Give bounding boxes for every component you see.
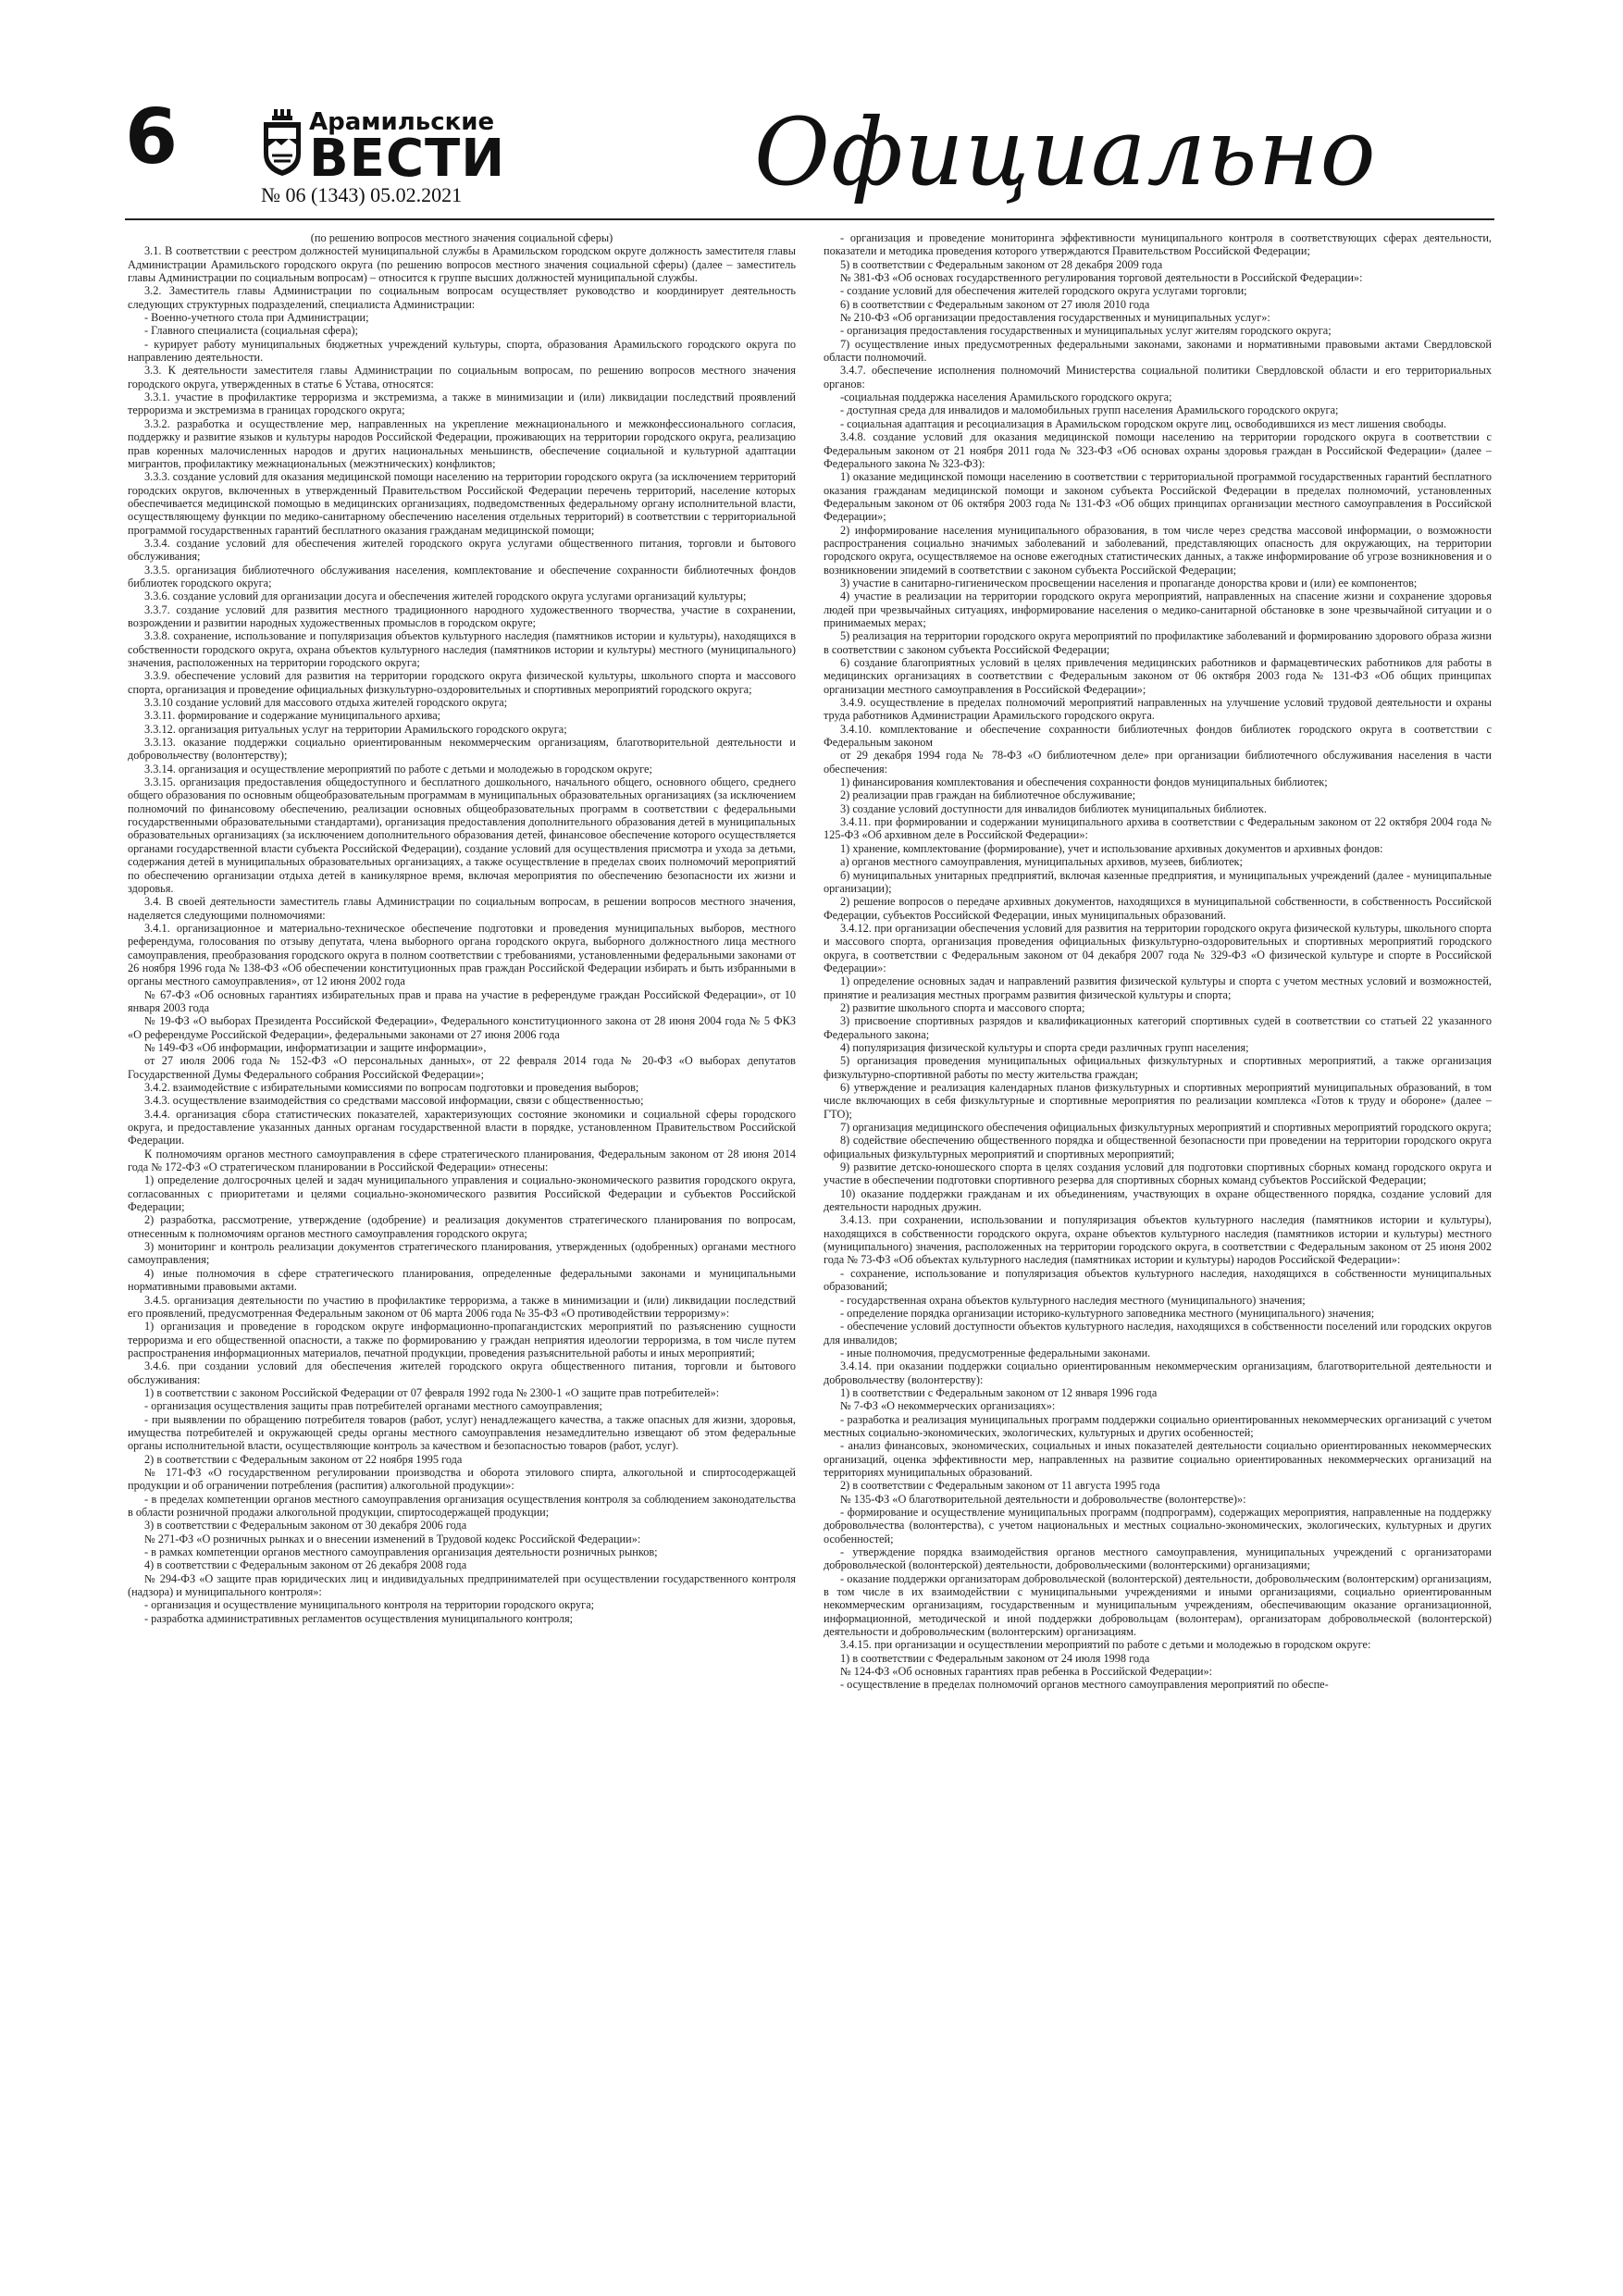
paragraph: - организация и осуществление муниципального контроля на территории городского округа; [144,1598,595,1612]
paragraph: - в рамках компетенции органов местного самоуправления организация деятельности розничных рынков; [144,1545,658,1559]
paragraph: 2) в соответствии с Федеральным законом от 22 ноября 1995 года [144,1452,463,1466]
paragraph: 7) осуществление иных предусмотренных федеральными законами, законами и нормативными правовыми актами Свердловской области полномочий. [824,337,1492,365]
paragraph: 3.3.10 создание условий для массового отдыха жителей городского округа; [144,696,508,710]
paragraph: 3.4.15. при организации и осуществлении мероприятий по работе с детьми и молодежью в городском округе: [840,1638,1371,1652]
paragraph: 3.3.14. организация и осуществление мероприятий по работе с детьми и молодежью в городском округе; [144,762,652,776]
page-header [0,0,1623,222]
paragraph: - утверждение порядка взаимодействия органов местного самоуправления, муниципальных учреждений с организаторами добровольческой (волонтерской) деятельности, добровольческими (волонтерскими) организациями; [824,1545,1492,1572]
paragraph: 1) определение основных задач и направлений развития физической культуры и спорта с учетом местных условий и возможностей, принятие и реализация местных программ развития физической культуры и спорта; [824,974,1492,1001]
paragraph: - сохранение, использование и популяризация объектов культурного наследия, находящихся в собственности муниципальных образований; [824,1266,1492,1294]
paragraph: 7) организация медицинского обеспечения официальных физкультурных мероприятий и спортивных мероприятий городского округа; [840,1121,1492,1135]
paragraph: 2) решение вопросов о передаче архивных документов, находящихся в муниципальной собственности, в собственность Российской Федерации, субъектов Российской Федерации, иных муниципальных образований. [824,895,1492,922]
brand-main-text: ВЕСТИ [309,129,506,189]
paragraph: 3.4.2. взаимодействие с избирательными комиссиями по вопросам подготовки и проведения выборов; [144,1081,639,1094]
paragraph: 5) в соответствии с Федеральным законом от 28 декабря 2009 года [840,257,1163,271]
paragraph: -социальная поддержка населения Арамильского городского округа; [840,391,1172,404]
paragraph: 4) участие в реализации на территории городского округа мероприятий, направленных на спасение жизни и сохранение здоровья людей при чрезвычайных ситуациях, информирование населения о медико-санитарной обстановке в зоне чрезвычайной ситуации и о принимаемых мерах; [824,590,1492,629]
paragraph: 3.3.6. создание условий для организации досуга и обеспечения жителей городского округа услугами организаций культуры; [144,590,747,603]
paragraph: № 149-ФЗ «Об информации, информатизации и защите информации», [144,1040,487,1054]
paragraph: 3.4.1. организационное и материально-техническое обеспечение подготовки и проведения муниципальных выборов, местного референдума, голосования по отзыву депутата, члена выборного органа городского округа, выборного должностного лица местного самоуправления, преобразования городского округа в полном соответствии с требованиями, установленными федеральными законами от 26 ноября 1996 года № 138-ФЗ «Об обеспечении конституционных прав граждан Российской Федерации избирать и быть избранными в органы местного самоуправления», от 12 июня 2002 года [128,921,796,988]
paragraph: 3.3.1. участие в профилактике терроризма и экстремизма, а также в минимизации и (или) ликвидации последствий проявлений терроризма и экстремизма в границах городского округа; [128,391,796,417]
paragraph: - государственная охрана объектов культурного наследия местного (муниципального) значения; [840,1293,1306,1307]
right-text-column [824,231,1492,2277]
paragraph: 3) участие в санитарно-гигиеническом просвещении населения и пропаганде донорства крови и (или) ее компонентов; [840,576,1418,590]
paragraph: 5) организация проведения муниципальных официальных физкультурных и спортивных мероприятий, а также организация физкультурно-спортивной работы по месту жительства граждан; [824,1054,1492,1081]
paragraph: 3.3.13. оказание поддержки социально ориентированным некоммерческим организациям, благотворительной деятельности и добровольчеству (волонтерству); [128,736,796,763]
paragraph: 3.3.2. разработка и осуществление мер, направленных на укрепление межнационального и межконфессионального согласия, поддержку и развитие языков и культуры народов Российской Федерации, проживающих на территории городского округа, реализацию прав коренных малочисленных народов и других национальных меньшинств, обеспечение социальной и культурной адаптации мигрантов, профилактику межнациональных (межэтнических) конфликтов; [128,416,796,470]
header-divider [125,218,1494,220]
paragraph: б) муниципальных унитарных предприятий, включая казенные предприятия, и муниципальных учреждений (далее - муниципальные организации); [824,868,1492,895]
paragraph: 3.1. В соответствии с реестром должностей муниципальной службы в Арамильском городском округе должность заместителя главы Администрации Арамильского городского округа (по решению вопросов местного значения социальной сферы) (далее – заместитель главы Администрации по социальным вопросам) – относится к группе высших должностей муниципальной службы. [128,244,796,285]
paragraph: № 381-ФЗ «Об основах государственного регулирования торговой деятельности в Российской Федерации»: [840,271,1363,285]
paragraph: К полномочиям органов местного самоуправления в сфере стратегического планирования, Федеральным законом от 28 июня 2014 года № 172-ФЗ «О стратегическом планировании в Российской Федерации» отнесены: [128,1147,796,1174]
paragraph: 3.4.8. создание условий для оказания медицинской помощи населению на территории городского округа в соответствии с Федеральным законом от 21 ноября 2011 года № 323-ФЗ «Об основах охраны здоровья граждан в Российской Федерации» (далее – Федерального закона № 323-ФЗ): [824,430,1492,470]
paragraph: 3.4.11. при формировании и содержании муниципального архива в соответствии с Федеральным законом от 22 октября 2004 года № 125-ФЗ «Об архивном деле в Российской Федерации»: [824,815,1492,842]
paragraph: - доступная среда для инвалидов и маломобильных групп населения Арамильского городского округа; [840,403,1339,417]
paragraph: - оказание поддержки организаторам добровольческой (волонтерской) деятельности, добровольческим (волонтерским) организациям, в том числе в их взаимодействии с муниципальными учреждениями и иными организациями, социально ориентированным некоммерческим организациям, государственным и муниципальным учреждениям, обеспечивающим оказание организационной, информационной, методической и иной поддержки добровольцам (волонтерам), организаторам добровольческой (волонтерской) деятельности и добровольческим (волонтерским) организациям. [824,1571,1492,1639]
paragraph: 3.4. В своей деятельности заместитель главы Администрации по социальным вопросам, в решении вопросов местного значения, наделяется следующими полномочиями: [128,895,796,922]
paragraph: № 19-ФЗ «О выборах Президента Российской Федерации», Федерального конституционного закона от 28 июня 2004 года № 5 ФКЗ «О референдуме Российской Федерации», федеральными законами от 27 июня 2006 года [128,1014,796,1041]
paragraph: № 124-ФЗ «Об основных гарантиях прав ребенка в Российской Федерации»: [840,1665,1213,1679]
paragraph: 3.2. Заместитель главы Администрации по социальным вопросам осуществляет руководство и координирует деятельность следующих структурных подразделений, специалиста Администрации: [128,284,796,311]
page-number: 6 [125,93,179,181]
paragraph: - обеспечение условий доступности объектов культурного наследия, находящихся в собственности поселений или городских округов для инвалидов; [824,1320,1492,1347]
paragraph: 3.4.4. организация сбора статистических показателей, характеризующих состояние экономики и социальной сферы городского округа, и предоставление указанных данных органам государственной власти в порядке, установленном Правительством Российской Федерации. [128,1107,796,1148]
paragraph: 3.4.5. организация деятельности по участию в профилактике терроризма, а также в минимизации и (или) ликвидации последствий его проявлений, предусмотренная Федеральным законом от 06 марта 2006 года № 35-ФЗ «О противодействии терроризму»: [128,1293,796,1320]
paragraph: 8) содействие обеспечению общественного порядка и общественной безопасности при проведении на территории городского округа официальных физкультурных мероприятий и спортивных мероприятий; [824,1134,1492,1160]
paragraph: 1) определение долгосрочных целей и задач муниципального управления и социально-экономического развития городского округа, согласованных с приоритетами и целями социально-экономического развития Российской Федерации и субъектов Российской Федерации; [128,1173,796,1214]
paragraph: - создание условий для обеспечения жителей городского округа услугами торговли; [840,284,1247,298]
paragraph: 3.3.15. организация предоставления общедоступного и бесплатного дошкольного, начального общего, основного общего, среднего общего образования по основным общеобразовательным программам в муниципальных образовательных организациях (за исключением полномочий по финансовому обеспечению, реализации основных общеобразовательных программ в соответствии с федеральными государственными образовательными стандартами), организация предоставления дополнительного образования детей в муниципальных образовательных организациях (за исключением дополнительного образования детей, финансовое обеспечение которого осуществляется органами государственной власти субъекта Российской Федерации), создание условий для осуществления присмотра и ухода за детьми, содержания детей в муниципальных образовательных организациях, а также осуществление в пределах своих полномочий мероприятий по обеспечению организации отдыха детей в каникулярное время, включая мероприятия по обеспечению безопасности их жизни и здоровья. [128,776,796,895]
paragraph: от 27 июля 2006 года № 152-ФЗ «О персональных данных», от 22 февраля 2014 года № 20-ФЗ «О выборах депутатов Государственной Думы Федерального собрания Российской Федерации»; [128,1054,796,1081]
paragraph: - разработка и реализация муниципальных программ поддержки социально ориентированных некоммерческих организаций с учетом местных социально-экономических, экологических, культурных и других особенностей; [824,1412,1492,1439]
paragraph: 3.4.3. осуществление взаимодействия со средствами массовой информации, связи с общественностью; [144,1094,644,1108]
paragraph: 3.3. К деятельности заместителя главы Администрации по социальным вопросам, по решению вопросов местного значения городского округа, утвержденных в статье 6 Устава, относятся: [128,364,796,391]
paragraph: 3.3.4. создание условий для обеспечения жителей городского округа услугами общественного питания, торговли и бытового обслуживания; [128,536,796,564]
paragraph: 3.4.13. при сохранении, использовании и популяризация объектов культурного наследия (памятников истории и культуры), находящихся в собственности городского округа, охране объектов культурного наследия (памятников истории и культуры) местного (муниципального) значения, расположенных на территории городского округа, в соответствии с Федеральным законом от 25 июня 2002 года № 73-ФЗ «Об объектах культурного наследия (памятниках истории и культуры) народов Российской Федерации»: [824,1213,1492,1267]
paragraph: - разработка административных регламентов осуществления муниципального контроля; [144,1611,574,1625]
paragraph: - организация предоставления государственных и муниципальных услуг жителям городского округа; [840,324,1332,338]
paragraph: 6) утверждение и реализация календарных планов физкультурных и спортивных мероприятий муниципальных образований, в том числе включающих в себя физкультурные и спортивные мероприятия по реализации комплекса «Готов к труду и обороне» (далее – ГТО); [824,1081,1492,1121]
paragraph: - иные полномочия, предусмотренные федеральными законами. [840,1346,1151,1359]
paragraph: № 271-ФЗ «О розничных рынках и о внесении изменений в Трудовой кодекс Российской Федерации»: [144,1532,641,1545]
paragraph: 1) в соответствии с Федеральным законом от 12 января 1996 года [840,1385,1158,1399]
paragraph: 3.4.12. при организации обеспечения условий для развития на территории городского округа физической культуры, школьного спорта и массового спорта, организация проведения официальных физкультурно-оздоровительных и спортивных мероприятий городского округа, в соответствии с Федеральным законом от 04 декабря 2007 года № 329-ФЗ «О физической культуре и спорте в Российской Федерации»: [824,921,1492,974]
paragraph: 3.4.7. обеспечение исполнения полномочий Министерства социальной политики Свердловской области и его территориальных органов: [824,364,1492,391]
paragraph: № 294-ФЗ «О защите прав юридических лиц и индивидуальных предпринимателей при осуществлении государственного контроля (надзора) и муниципального контроля»: [128,1571,796,1599]
paragraph: 1) в соответствии с Федеральным законом от 24 июля 1998 года [840,1651,1150,1665]
paragraph: 3.3.12. организация ритуальных услуг на территории Арамильского городского округа; [144,722,567,736]
paragraph: 1) финансирования комплектования и обеспечения сохранности фондов муниципальных библиотек; [840,776,1328,789]
issue-number-date: № 06 (1343) 05.02.2021 [261,183,463,206]
paragraph: 6) создание благоприятных условий в целях привлечения медицинских работников и фармацевтических работников для работы в медицинских организациях в соответствии с Федеральным законом от 06 октября 2003 года № 131-ФЗ «Об общих принципах организации местного самоуправления в Российской Федерации»; [824,656,1492,696]
paragraph: 5) реализация на территории городского округа мероприятий по профилактике заболеваний и формированию здорового образа жизни в соответствии с законом субъекта Российской Федерации; [824,629,1492,656]
paragraph: 2) разработка, рассмотрение, утверждение (одобрение) и реализация документов стратегического планирования по вопросам, отнесенным к полномочиям органов местного самоуправления городского округа; [128,1213,796,1240]
paragraph: - курирует работу муниципальных бюджетных учреждений культуры, спорта, образования Арамильского городского округа по направлению деятельности. [128,337,796,365]
city-coat-of-arms-icon [261,109,304,178]
paragraph: 2) реализации прав граждан на библиотечное обслуживание; [840,788,1135,802]
paragraph: 3) создание условий доступности для инвалидов библиотек муниципальных библиотек. [840,801,1267,815]
paragraph: - формирование и осуществление муниципальных программ (подпрограмм), содержащих мероприятия, направленные на поддержку добровольчества (волонтерства), с учетом национальных и местных социально-экономических, экологических, культурных и других особенностей; [824,1506,1492,1545]
left-text-column [128,231,796,2277]
paragraph: - организация осуществления защиты прав потребителей органами местного самоуправления; [144,1399,602,1413]
paragraph: 1) оказание медицинской помощи населению в соответствии с территориальной программой государственных гарантий бесплатного оказания гражданам медицинской помощи и законом субъекта Российской Федерации в пределах полномочий, установленных Федеральным законом от 06 октября 2003 года № 131-ФЗ «Об общих принципах организации местного самоуправления в Российской Федерации»; [824,470,1492,524]
paragraph: 3) присвоение спортивных разрядов и квалификационных категорий спортивных судей в соответствии со статьей 22 указанного Федерального закона; [824,1014,1492,1041]
paragraph: 2) в соответствии с Федеральным законом от 11 августа 1995 года [840,1479,1160,1493]
paragraph: 3.4.10. комплектование и обеспечение сохранности библиотечных фондов библиотек городского округа в соответствии с Федеральным законом [824,722,1492,750]
paragraph: № 67-ФЗ «Об основных гарантиях избирательных прав и права на участие в референдуме граждан Российской Федерации», от 10 января 2003 года [128,987,796,1014]
paragraph: - Военно-учетного стола при Администрации; [144,311,369,325]
paragraph: 2) развитие школьного спорта и массового спорта; [840,1000,1085,1014]
paragraph: 3.4.9. осуществление в пределах полномочий мероприятий направленных на улучшение условий трудовой деятельности и охраны труда работников Администрации Арамильского городского округа. [824,696,1492,723]
paragraph: 3.3.11. формирование и содержание муниципального архива; [144,709,441,723]
paragraph: 1) хранение, комплектование (формирование), учет и использование архивных документов и архивных фондов: [840,841,1383,855]
paragraph: 2) информирование населения муниципального образования, в том числе через средства массовой информации, о возможности распространения социально значимых заболеваний и заболеваний, представляющих опасность для окружающих, на территории городского округа, осуществляемое на основе ежегодных статистических данных, а также информирование об угрозе возникновения и о возникновении эпидемий в соответствии с законом субъекта Российской Федерации; [824,523,1492,577]
paragraph: 3.3.9. обеспечение условий для развития на территории городского округа физической культуры, школьного спорта и массового спорта, организация и проведение официальных физкультурно-оздоровительных и спортивных мероприятий городского округа; [128,669,796,696]
paragraph: - социальная адаптация и ресоциализация в Арамильском городском округе лиц, освободившихся из мест лишения свободы. [840,416,1447,430]
paragraph: 4) иные полномочия в сфере стратегического планирования, определенные федеральными законами и муниципальными нормативными правовыми актами. [128,1266,796,1294]
paragraph: 3.4.6. при создании условий для обеспечения жителей городского округа общественного питания, торговли и бытового обслуживания: [128,1359,796,1386]
paragraph: № 7-ФЗ «О некоммерческих организациях»: [840,1399,1056,1413]
paragraph: № 210-ФЗ «Об организации предоставления государственных и муниципальных услуг»: [840,311,1270,325]
paragraph: 1) организация и проведение в городском округе информационно-пропагандистских мероприятий по разъяснению сущности терроризма и его общественной опасности, а также по формированию у граждан неприятия идеологии терроризма, в том числе путем распространения информационных материалов, печатной продукции, проведения разъяснительной работы и иных мероприятий; [128,1320,796,1359]
paragraph: 3) в соответствии с Федеральным законом от 30 декабря 2006 года [144,1519,467,1533]
paragraph: - организация и проведение мониторинга эффективности муниципального контроля в соответствующих сферах деятельности, показатели и методика проведения которого утверждаются Правительством Российской Федерации; [824,231,1492,258]
paragraph: 4) популяризация физической культуры и спорта среди различных групп населения; [840,1040,1249,1054]
paragraph: от 29 декабря 1994 года № 78-ФЗ «О библиотечном деле» при организации библиотечного обслуживания населения в части обеспечения: [824,749,1492,776]
paragraph: 10) оказание поддержки гражданам и их объединениям, участвующих в охране общественного порядка, создание условий для деятельности народных дружин. [824,1186,1492,1214]
paragraph: - Главного специалиста (социальная сфера); [144,324,358,338]
paragraph: 6) в соответствии с Федеральным законом от 27 июля 2010 года [840,297,1150,311]
paragraph: 3) мониторинг и контроль реализации документов стратегического планирования, утвержденных (одобренных) органами местного самоуправления; [128,1240,796,1267]
brand-top-text: Арамильские [309,108,495,136]
paragraph: 3.3.3. создание условий для оказания медицинской помощи населению на территории городского округа (за исключением территорий городских округов, включенных в утвержденный Правительством Российской Федерации перечень территорий, население которых обеспечивается медицинской помощью в медицинских организациях, подведомственных федеральному органу исполнительной власти, осуществляющему функции по медико-санитарному обеспечению населения отдельных территорий) в соответствии с территориальной программой государственных гарантий бесплатного оказания гражданам медицинской помощи; [128,470,796,537]
paragraph: № 135-ФЗ «О благотворительной деятельности и добровольчестве (волонтерстве)»: [840,1492,1246,1506]
paragraph: - осуществление в пределах полномочий органов местного самоуправления мероприятий по обеспе- [840,1678,1329,1692]
paragraph: 3.4.14. при оказании поддержки социально ориентированным некоммерческим организациям, благотворительной деятельности и добровольчеству (волонтерству): [824,1359,1492,1386]
paragraph: 9) развитие детско-юношеского спорта в целях создания условий для подготовки спортивных сборных команд городского округа и участие в обеспечении подготовки спортивного резерва для спортивных сборных команд субъектов Российской Федерации; [824,1160,1492,1187]
paragraph: 3.3.8. сохранение, использование и популяризация объектов культурного наследия (памятников истории и культуры), находящихся в собственности городского округа, охрана объектов культурного наследия (памятников истории и культуры) местного (муниципального) значения, расположенных на территории городского округа; [128,629,796,669]
paragraph: (по решению вопросов местного значения социальной сферы) [310,231,613,244]
paragraph: - в пределах компетенции органов местного самоуправления организация осуществления контроля за соблюдением законодательства в области розничной продажи алкогольной продукции, спиртосодержащей продукции; [128,1492,796,1519]
paragraph: 1) в соответствии с законом Российской Федерации от 07 февраля 1992 года № 2300-1 «О защите прав потребителей»: [144,1385,720,1399]
paragraph: № 171-ФЗ «О государственном регулировании производства и оборота этилового спирта, алкогольной и спиртосодержащей продукции и об ограничении потребления (распития) алкогольной продукции»: [128,1465,796,1493]
paragraph: 4) в соответствии с Федеральным законом от 26 декабря 2008 года [144,1558,467,1572]
paragraph: - определение порядка организации историко-культурного заповедника местного (муниципального) значения; [840,1306,1375,1320]
section-title: Официально [754,98,1377,206]
paragraph: - анализ финансовых, экономических, социальных и иных показателей деятельности социально ориентированных некоммерческих организаций, оценка эффективности мер, направленных на развитие социально ориентированных некоммерческих организаций на территориях муниципальных образований. [824,1439,1492,1479]
paragraph: а) органов местного самоуправления, муниципальных архивов, музеев, библиотек; [840,855,1243,869]
paragraph: 3.3.5. организация библиотечного обслуживания населения, комплектование и обеспечение сохранности библиотечных фондов библиотек городского округа; [128,563,796,590]
paragraph: - при выявлении по обращению потребителя товаров (работ, услуг) ненадлежащего качества, а также опасных для жизни, здоровья, имущества потребителей и окружающей среды органы местного самоуправления незамедлительно извещают об этом федеральные органы исполнительной власти, осуществляющие контроль за качеством и безопасностью товаров (работ, услуг). [128,1412,796,1453]
paragraph: 3.3.7. создание условий для развития местного традиционного народного художественного творчества, участие в сохранении, возрождении и развитии народных художественных промыслов в городском округе; [128,602,796,629]
